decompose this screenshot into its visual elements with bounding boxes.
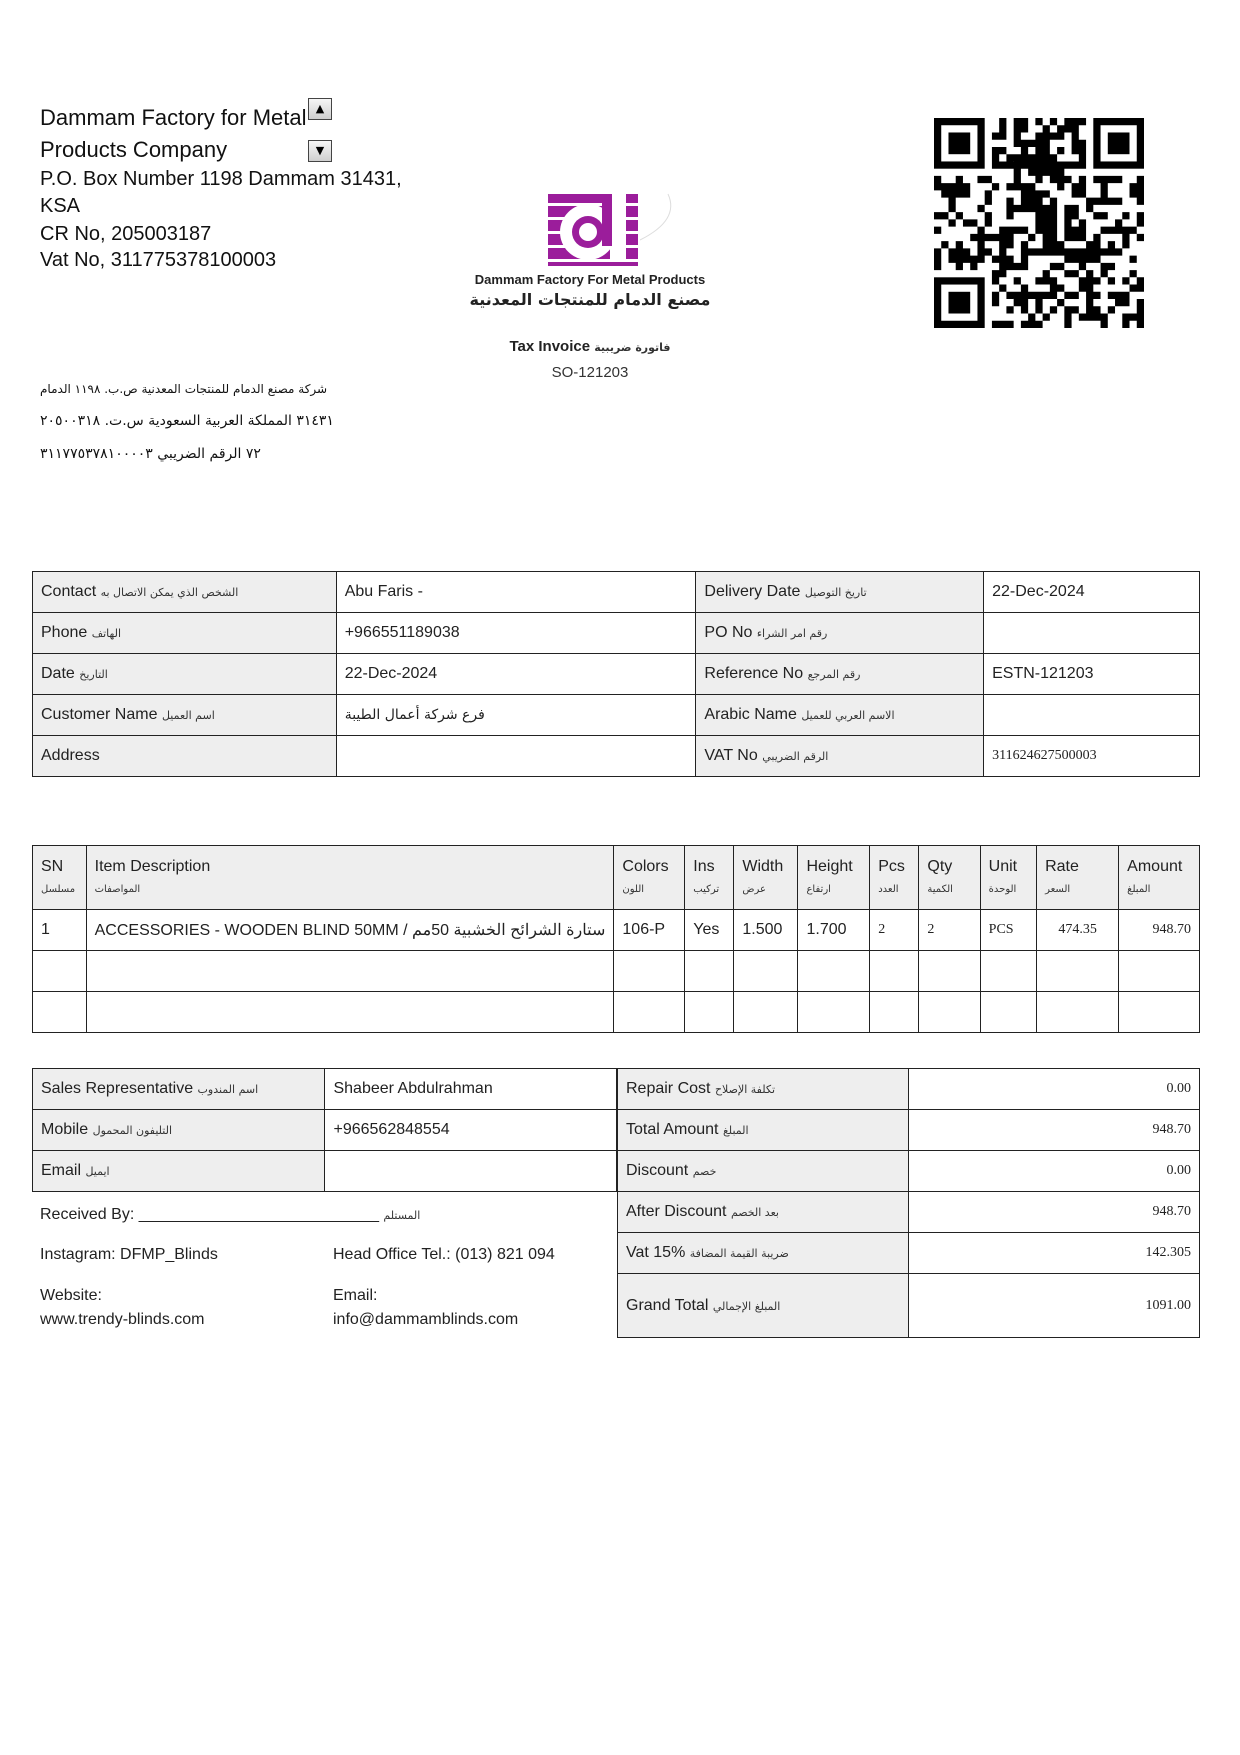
totals-label: Total Amount المبلغ (618, 1110, 909, 1151)
info-value: ESTN-121203 (984, 654, 1200, 695)
item-description: ACCESSORIES - WOODEN BLIND 50MM / ستارة الشرائح الخشبية 50مم (86, 910, 614, 951)
col-header: Colors اللون (614, 846, 685, 910)
info-label: Contact الشخص الذي يمكن الاتصال به (33, 572, 337, 613)
company-address-line1: P.O. Box Number 1198 Dammam 31431, (40, 168, 402, 190)
info-value: 22-Dec-2024 (984, 572, 1200, 613)
sales-rep-table (32, 1068, 617, 1192)
item-pcs: 2 (870, 910, 919, 951)
info-label: Arabic Name الاسم العربي للعميل (696, 695, 984, 736)
info-label: Phone الهاتف (33, 613, 337, 654)
totals-label: Grand Total المبلغ الإجمالي (618, 1274, 909, 1338)
totals-row-grand (618, 1274, 1200, 1338)
item-height: 1.700 (798, 910, 870, 951)
company-logo (540, 190, 690, 274)
totals-row (618, 1110, 1200, 1151)
qr-finder-pattern (934, 277, 985, 328)
item-color: 106-P (614, 910, 685, 951)
scroll-down-icon[interactable]: ▼ (308, 140, 332, 162)
totals-label: Vat 15% ضريبة القيمة المضافة (618, 1233, 909, 1274)
totals-value: 948.70 (908, 1110, 1199, 1151)
col-header: Height ارتفاع (798, 846, 870, 910)
company-name-line2: Products Company (40, 137, 228, 162)
items-header-row (33, 846, 1200, 910)
company-arabic-line2: ٣١٤٣١ المملكة العربية السعودية س.ت. ٢٠٥٠٠٣١٨ (40, 413, 334, 429)
customer-info-table (32, 571, 1200, 777)
item-amount: 948.70 (1119, 910, 1200, 951)
totals-value: 948.70 (908, 1192, 1199, 1233)
col-header: Unit الوحدة (980, 846, 1036, 910)
scroll-up-icon[interactable]: ▲ (308, 98, 332, 120)
info-label: Date التاريخ (33, 654, 337, 695)
totals-row (618, 1192, 1200, 1233)
email-label: Email: (333, 1287, 378, 1304)
doc-title-ar: فاتورة ضريبية (594, 341, 671, 354)
sales-value: +966562848554 (325, 1110, 617, 1151)
grand-total-value: 1091.00 (908, 1274, 1199, 1338)
company-cr: CR No, 205003187 (40, 223, 212, 245)
item-unit: PCS (980, 910, 1036, 951)
col-header: Item Description المواصفات (86, 846, 614, 910)
email-link[interactable]: info@dammamblinds.com (333, 1311, 519, 1328)
totals-label: Discount خصم (618, 1151, 909, 1192)
received-by (40, 1203, 420, 1228)
col-header: SN مسلسل (33, 846, 87, 910)
logo-name-en: Dammam Factory For Metal Products (474, 272, 706, 287)
company-vat-label: Vat No, (40, 249, 106, 271)
sales-value (325, 1151, 617, 1192)
info-value: +966551189038 (336, 613, 696, 654)
head-office-tel: Head Office Tel.: (013) 821 094 (333, 1246, 555, 1263)
info-row (33, 736, 1200, 777)
instagram: Instagram: DFMP_Blinds (40, 1246, 218, 1263)
info-label: Customer Name اسم العميل (33, 695, 337, 736)
table-row (33, 910, 1200, 951)
sales-row (33, 1151, 617, 1192)
item-ins: Yes (685, 910, 734, 951)
col-header: Amount المبلغ (1119, 846, 1200, 910)
totals-value: 142.305 (908, 1233, 1199, 1274)
item-width: 1.500 (734, 910, 798, 951)
item-rate: 474.35 (1037, 910, 1119, 951)
info-label: Address (33, 736, 337, 777)
logo-name-ar: مصنع الدمام للمنتجات المعدنية (469, 290, 711, 309)
info-row (33, 654, 1200, 695)
info-value (984, 695, 1200, 736)
info-label: Delivery Date تاريخ التوصيل (696, 572, 984, 613)
qr-finder-pattern (934, 118, 985, 169)
totals-label: Repair Cost تكلفة الإصلاح (618, 1069, 909, 1110)
info-row (33, 695, 1200, 736)
company-vat (40, 247, 276, 274)
info-label: VAT No الرقم الضريبي (696, 736, 984, 777)
sales-row (33, 1069, 617, 1110)
sales-label: Sales Representative اسم المندوب (33, 1069, 325, 1110)
totals-row (618, 1069, 1200, 1110)
company-address-line2: KSA (40, 195, 81, 217)
sales-row (33, 1110, 617, 1151)
item-qty: 2 (919, 910, 980, 951)
totals-row (618, 1233, 1200, 1274)
received-by-label: Received By: ___________________________ (40, 1206, 379, 1223)
info-value: 22-Dec-2024 (336, 654, 696, 695)
item-sn: 1 (33, 910, 87, 951)
doc-title-en: Tax Invoice (509, 338, 591, 355)
info-value: 311624627500003 (984, 736, 1200, 777)
company-vat-number: 311775378100003 (110, 249, 277, 271)
col-header: Qty الكمية (919, 846, 980, 910)
col-header: Width عرض (734, 846, 798, 910)
website-link[interactable]: www.trendy-blinds.com (40, 1311, 205, 1328)
company-name-line1: Dammam Factory for Metal (40, 105, 307, 130)
totals-row (618, 1151, 1200, 1192)
totals-table (617, 1068, 1200, 1338)
company-arabic-line1: شركة مصنع الدمام للمنتجات المعدنية ص.ب. ١١٩٨ الدمام (40, 382, 328, 396)
doc-number: SO-121203 (551, 364, 629, 381)
info-value (984, 613, 1200, 654)
info-label: Reference No رقم المرجع (696, 654, 984, 695)
company-arabic-line3: ٧٢ الرقم الضريبي ٣١١٧٧٥٣٧٨١٠٠٠٠٣ (40, 446, 261, 462)
info-label: PO No رقم امر الشراء (696, 613, 984, 654)
sales-label: Mobile التليفون المحمول (33, 1110, 325, 1151)
info-row (33, 613, 1200, 654)
col-header: Pcs العدد (870, 846, 919, 910)
totals-value: 0.00 (908, 1151, 1199, 1192)
info-value: فرع شركة أعمال الطيبة (336, 695, 696, 736)
received-by-ar: المستلم (383, 1209, 421, 1222)
totals-label: After Discount بعد الخصم (618, 1192, 909, 1233)
doc-title (440, 338, 740, 355)
col-header: Rate السعر (1037, 846, 1119, 910)
table-row (33, 951, 1200, 992)
col-header: Ins تركيب (685, 846, 734, 910)
qr-code (934, 118, 1144, 332)
sales-label: Email ايميل (33, 1151, 325, 1192)
qr-finder-pattern (1093, 118, 1144, 169)
info-row (33, 572, 1200, 613)
info-value: Abu Faris - (336, 572, 696, 613)
totals-value: 0.00 (908, 1069, 1199, 1110)
items-table (32, 845, 1200, 1033)
sales-value: Shabeer Abdulrahman (325, 1069, 617, 1110)
website-label: Website: (40, 1287, 102, 1304)
info-value (336, 736, 696, 777)
table-row (33, 992, 1200, 1033)
